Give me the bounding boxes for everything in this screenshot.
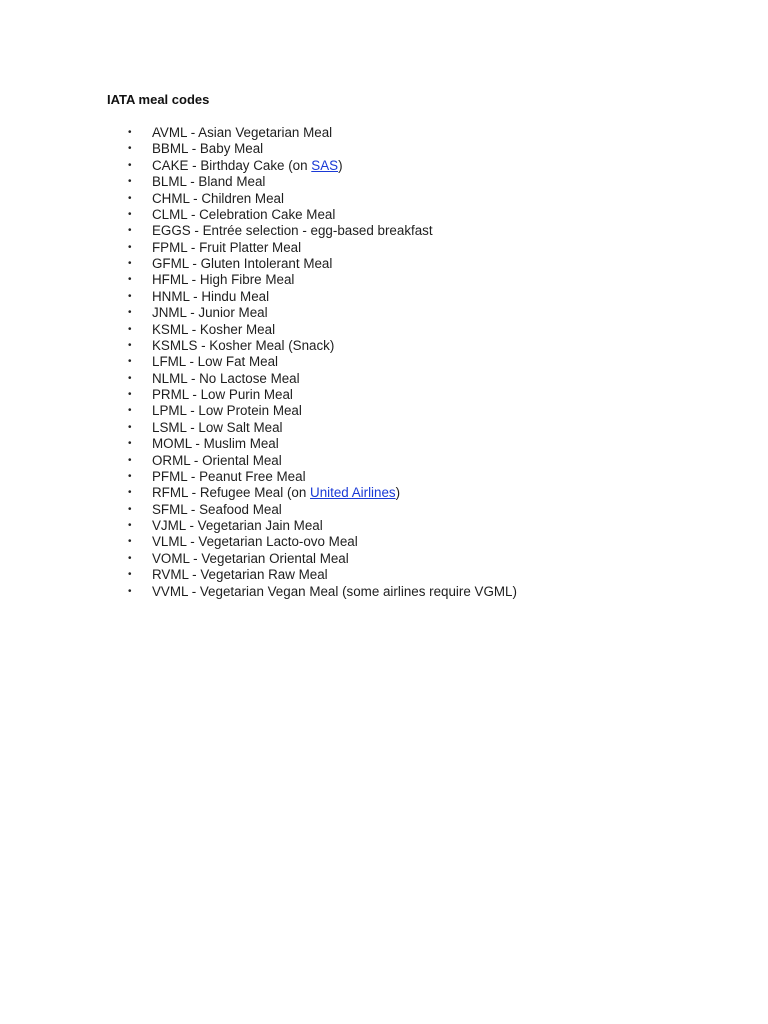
meal-code-description: VVML - Vegetarian Vegan Meal (some airlines require VGML) — [152, 583, 517, 599]
page-title: IATA meal codes — [107, 92, 210, 107]
list-item-text — [152, 256, 332, 272]
bullet-icon: • — [128, 585, 132, 597]
list-item-text — [152, 518, 323, 534]
bullet-icon: • — [128, 470, 132, 482]
bullet-icon: • — [128, 569, 132, 581]
list-item-text — [152, 534, 358, 550]
bullet-icon: • — [128, 258, 132, 269]
meal-code-description: PRML - Low Purin Meal — [152, 387, 293, 402]
meal-code-description: GFML - Gluten Intolerant Meal — [152, 256, 333, 271]
closing-paren: ) — [338, 157, 343, 173]
meal-code-description: AVML - Asian Vegetarian Meal — [152, 125, 333, 140]
bullet-icon: • — [128, 520, 132, 531]
list-item-text — [152, 125, 332, 141]
meal-code-description: CLML - Celebration Cake Meal — [152, 206, 336, 222]
meal-code-description: NLML - No Lactose Meal — [152, 370, 300, 386]
list-item-text — [152, 338, 334, 354]
bullet-icon: • — [128, 421, 132, 433]
list-item-text — [152, 420, 283, 436]
bullet-icon: • — [128, 323, 132, 335]
bullet-icon: • — [128, 372, 132, 384]
meal-code-description: SFML - Seafood Meal — [152, 501, 282, 517]
bullet-icon: • — [128, 536, 132, 548]
list-item-text — [152, 485, 400, 501]
bullet-icon: • — [128, 143, 132, 155]
meal-code-description: BBML - Baby Meal — [152, 141, 264, 157]
list-item-text — [152, 305, 268, 321]
list-item-text — [152, 223, 433, 239]
airline-link[interactable]: United Airlines — [310, 485, 396, 501]
list-item-text — [152, 322, 275, 338]
meal-code-description: EGGS - Entrée selection - egg-based breakfast — [152, 223, 433, 239]
list-item-text — [152, 387, 293, 403]
list-item-text — [152, 354, 278, 370]
bullet-icon: • — [128, 225, 132, 237]
list-item-text — [152, 272, 294, 288]
meal-code-description: CHML - Children Meal — [152, 190, 284, 206]
bullet-icon: • — [128, 339, 132, 351]
meal-code-description: KSMLS - Kosher Meal (Snack) — [152, 337, 335, 353]
bullet-icon: • — [128, 389, 132, 400]
meal-code-description: VJML - Vegetarian Jain Meal — [152, 518, 323, 533]
meal-code-description: RFML - Refugee Meal (on — [152, 485, 311, 501]
list-item-text — [152, 436, 279, 452]
bullet-icon: • — [128, 487, 132, 499]
bullet-icon: • — [128, 192, 132, 204]
closing-paren: ) — [395, 485, 401, 501]
meal-code-description: ORML - Oriental Meal — [152, 452, 282, 468]
meal-code-description: LSML - Low Salt Meal — [152, 419, 283, 435]
list-item-text — [152, 174, 265, 190]
bullet-icon: • — [128, 405, 132, 417]
list-item-text — [152, 141, 263, 157]
list-item-text — [152, 240, 301, 256]
bullet-icon: • — [128, 159, 132, 171]
list-item-text — [152, 502, 282, 518]
meal-code-description: VLML - Vegetarian Lacto-ovo Meal — [152, 534, 358, 550]
bullet-icon: • — [128, 503, 132, 515]
bullet-icon: • — [128, 307, 132, 319]
bullet-icon: • — [128, 176, 132, 188]
meal-code-description: LPML - Low Protein Meal — [152, 403, 302, 419]
bullet-icon: • — [128, 290, 132, 302]
meal-code-description: CAKE - Birthday Cake (on — [152, 157, 312, 173]
bullet-icon: • — [128, 454, 132, 466]
list-item-text — [152, 403, 302, 419]
bullet-icon: • — [128, 127, 132, 138]
list-item-text — [152, 371, 300, 387]
list-item-text — [152, 469, 306, 485]
bullet-icon: • — [128, 438, 132, 450]
bullet-icon: • — [128, 208, 132, 220]
meal-code-description: KSML - Kosher Meal — [152, 321, 276, 337]
list-item-text — [152, 551, 349, 567]
meal-code-description: VOML - Vegetarian Oriental Meal — [152, 550, 349, 566]
list-item-text — [152, 584, 517, 600]
meal-code-description: LFML - Low Fat Meal — [152, 354, 279, 370]
bullet-icon: • — [128, 241, 132, 253]
meal-code-description: HFML - High Fibre Meal — [152, 272, 295, 288]
bullet-icon: • — [128, 356, 132, 368]
list-item-text — [152, 567, 328, 583]
bullet-icon: • — [128, 552, 132, 564]
list-item-text — [152, 191, 284, 207]
airline-link[interactable]: SAS — [311, 157, 339, 173]
list-item-text — [152, 158, 343, 174]
list-item-text — [152, 207, 335, 223]
meal-code-description: HNML - Hindu Meal — [152, 288, 270, 304]
bullet-icon: • — [128, 274, 132, 286]
meal-code-description: BLML - Bland Meal — [152, 174, 266, 190]
meal-code-description: PFML - Peanut Free Meal — [152, 468, 306, 484]
meal-code-description: JNML - Junior Meal — [152, 305, 268, 321]
meal-code-description: RVML - Vegetarian Raw Meal — [152, 567, 328, 583]
list-item-text — [152, 453, 282, 469]
list-item-text — [152, 289, 269, 305]
meal-code-description: MOML - Muslim Meal — [152, 436, 279, 452]
meal-code-description: FPML - Fruit Platter Meal — [152, 239, 302, 255]
